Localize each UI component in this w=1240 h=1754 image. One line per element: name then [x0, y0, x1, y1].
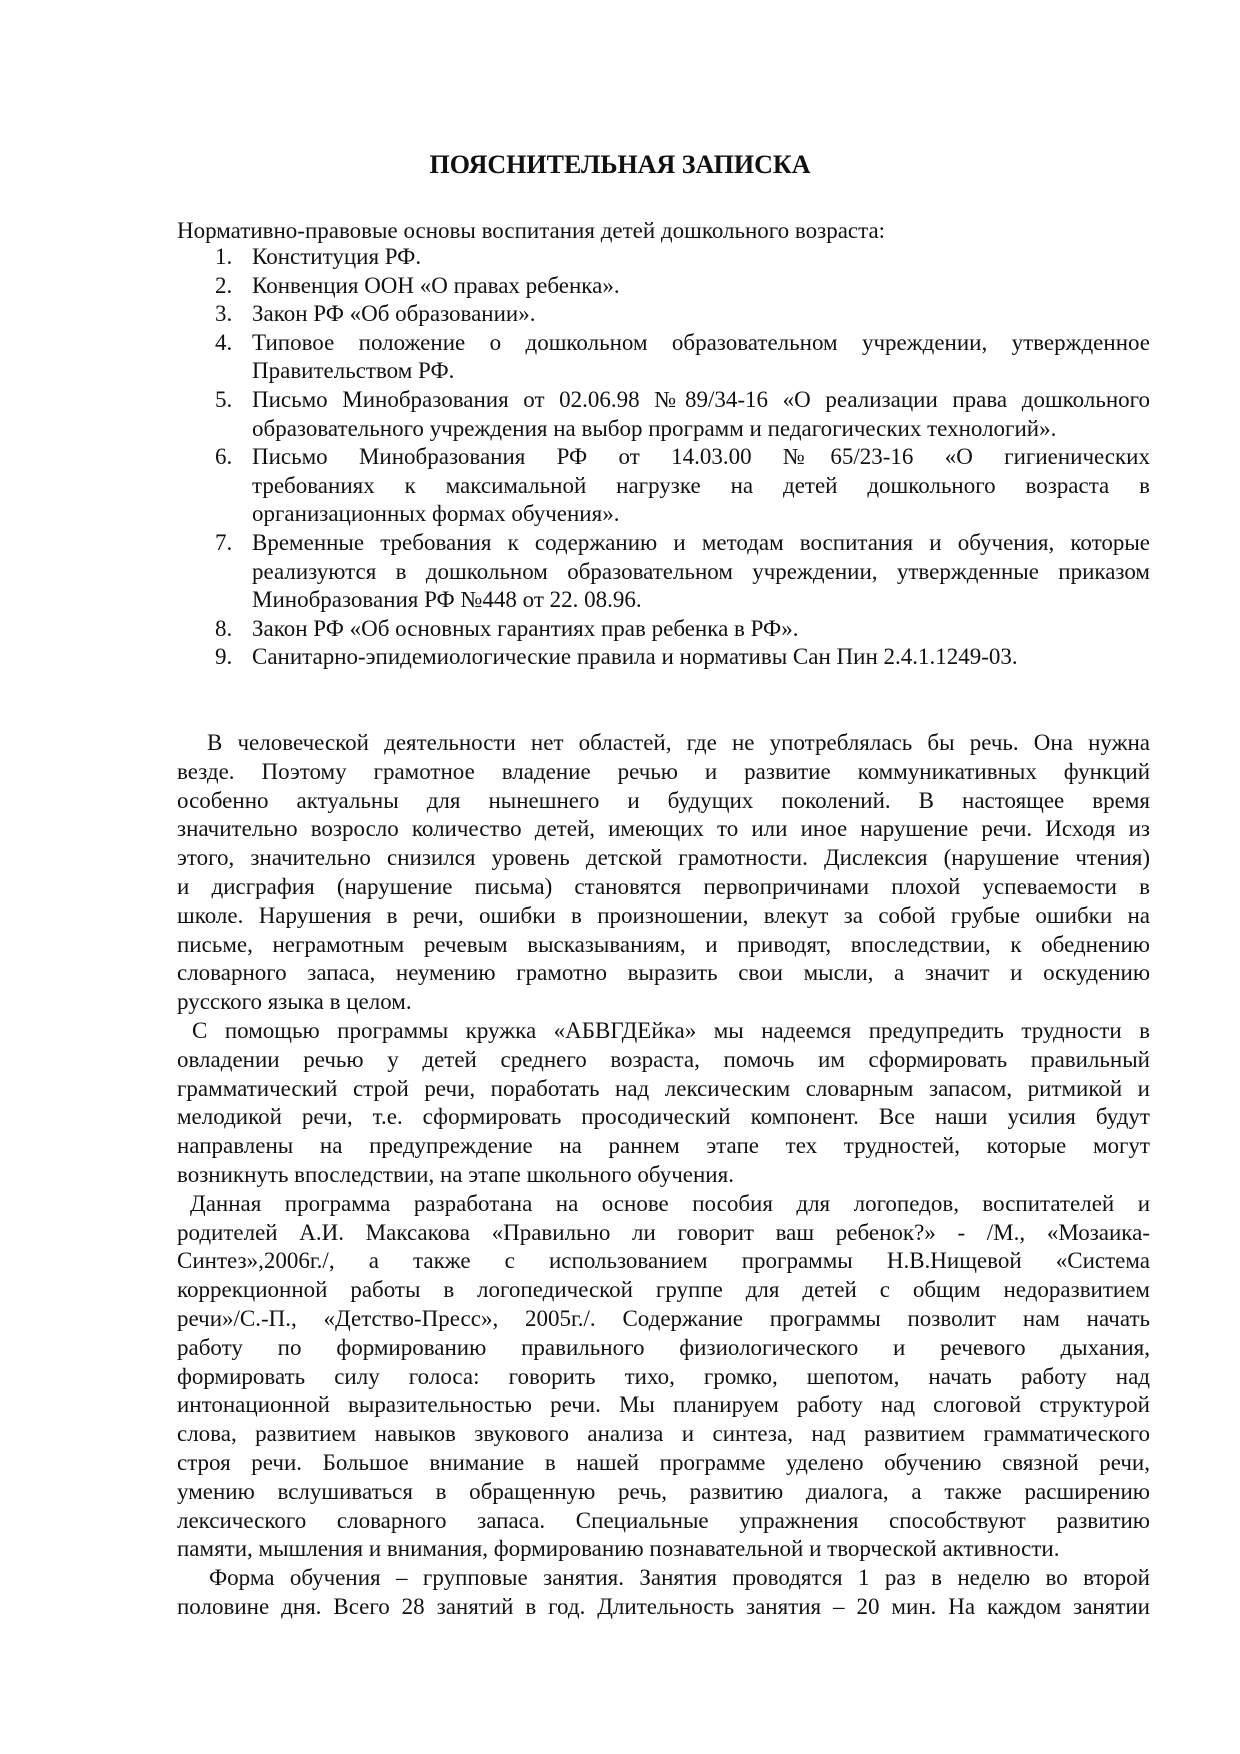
list-item-line: Временные требования к содержанию и методам воспитания и обучения, которые	[252, 529, 1150, 555]
paragraph-line: грамматический строй речи, поработать над лексическим словарным запасом, ритмикой и	[177, 1075, 1150, 1101]
paragraph-line: родителей А.И. Максакова «Правильно ли говорит ваш ребенок?» - /М., «Мозаика-	[177, 1219, 1150, 1245]
paragraph-line: Данная программа разработана на основе пособия для логопедов, воспитателей и	[190, 1190, 1150, 1216]
list-item-line: Письмо Минобразования от 02.06.98 №89/34-16 «О реализации права дошкольного	[252, 386, 1150, 412]
list-item	[177, 329, 1150, 386]
paragraph-line: половине дня. Всего 28 занятий в год. Длительность занятия – 20 мин. На каждом занятии	[177, 1593, 1150, 1619]
list-item-number: 3.	[215, 301, 233, 327]
paragraph-line: и дисграфия (нарушение письма) становятся первопричинами плохой успеваемости в	[177, 873, 1150, 899]
paragraph-line: В человеческой деятельности нет областей, где не употреблялась бы речь. Она нужна	[207, 730, 1150, 755]
paragraph	[177, 1017, 1150, 1190]
paragraph-line: умению вслушиваться в обращенную речь, развитию диалога, а также расширению	[177, 1478, 1150, 1504]
paragraph-line: коррекционной работы в логопедической группе для детей с общим недоразвитием	[177, 1277, 1150, 1303]
paragraph-line: везде. Поэтому грамотное владение речью и развитие коммуникативных функций	[177, 758, 1150, 784]
list-item-number: 2.	[215, 272, 233, 298]
paragraph-line: строя речи. Большое внимание в нашей программе уделено обучению связной речи,	[177, 1449, 1150, 1475]
list-item-line: Санитарно-эпидемиологические правила и нормативы Сан Пин 2.4.1.1249-03.	[252, 644, 1018, 670]
paragraph-line: лексического словарного запаса. Специальные упражнения способствуют развитию	[177, 1507, 1150, 1533]
list-item	[177, 615, 1150, 644]
paragraph-line: мелодикой речи, т.е. сформировать просодический компонент. Все наши усилия будут	[177, 1104, 1150, 1130]
list-item-number: 9.	[215, 644, 233, 670]
paragraph-line: русского языка в целом.	[177, 989, 412, 1015]
list-item-line: Письмо Минобразования РФ от 14.03.00 №65/23-16 «О гигиенических	[252, 444, 1150, 470]
paragraph-line: Форма обучения – групповые занятия. Занятия проводятся 1 раз в неделю во второй	[209, 1565, 1150, 1591]
body-text	[177, 729, 1150, 1622]
paragraph-line: значительно возросло количество детей, имеющих то или иное нарушение речи. Исходя из	[177, 816, 1150, 842]
list-item	[177, 386, 1150, 443]
list-item-number: 5.	[215, 386, 233, 412]
list-item-line: Минобразования РФ №448 от 22. 08.96.	[252, 587, 642, 613]
paragraph-line: школе. Нарушения в речи, ошибки в произношении, влекут за собой грубые ошибки на	[177, 902, 1150, 928]
paragraph-line: Синтез»,2006г./, а также с использованием программы Н.В.Нищевой «Система	[177, 1248, 1150, 1274]
list-item-number: 7.	[215, 529, 233, 555]
list-item-number: 1.	[215, 244, 233, 269]
paragraph	[177, 1564, 1150, 1622]
list-item-line: Закон РФ «Об основных гарантиях прав ребенка в РФ».	[252, 615, 799, 641]
paragraph	[177, 729, 1150, 1017]
paragraph-line: особенно актуальны для нынешнего и будущих поколений. В настоящее время	[177, 787, 1150, 813]
list-item-line: образовательного учреждения на выбор программ и педагогических технологий».	[252, 415, 1057, 441]
paragraph-line: речи»/С.-П., «Детство-Пресс», 2005г./. Содержание программы позволит нам начать	[177, 1305, 1150, 1331]
list-item	[177, 243, 1150, 272]
paragraph-line: памяти, мышления и внимания, формированию познавательной и творческой активности.	[177, 1536, 1060, 1562]
list-item-line: реализуются в дошкольном образовательном учреждении, утвержденные приказом	[252, 558, 1150, 584]
list-item	[177, 443, 1150, 529]
paragraph-line: слова, развитием навыков звукового анализа и синтеза, над развитием грамматического	[177, 1421, 1150, 1447]
list-item-number: 8.	[215, 615, 233, 641]
list-item-line: организационных формах обучения».	[252, 501, 620, 527]
list-item-line: Закон РФ «Об образовании».	[252, 301, 536, 327]
paragraph-line: словарного запаса, неумению грамотно выразить свои мысли, а значит и оскудению	[177, 960, 1150, 986]
list-item-line: Правительством РФ.	[252, 358, 455, 384]
paragraph-line: этого, значительно снизился уровень детской грамотности. Дислексия (нарушение чтения)	[177, 845, 1150, 871]
legal-basis-list	[177, 243, 1150, 672]
list-item-line: Конвенция ООН «О правах ребенка».	[252, 272, 620, 298]
paragraph-line: овладении речью у детей среднего возраста, помочь им сформировать правильный	[177, 1046, 1150, 1072]
list-item	[177, 643, 1150, 672]
intro-text: Нормативно-правовые основы воспитания детей дошкольного возраста:	[177, 218, 886, 243]
paragraph-line: письме, неграмотным речевым высказываниям, и приводят, впоследствии, к обеднению	[177, 931, 1150, 957]
list-item	[177, 300, 1150, 329]
paragraph-line: формировать силу голоса: говорить тихо, громко, шепотом, начать работу над	[177, 1363, 1150, 1389]
list-item-line: требованиях к максимальной нагрузке на детей дошкольного возраста в	[252, 472, 1150, 498]
page-title: ПОЯСНИТЕЛЬНАЯ ЗАПИСКА	[429, 150, 811, 179]
list-item-line: Конституция РФ.	[252, 244, 422, 269]
paragraph-line: возникнуть впоследствии, на этапе школьного обучения.	[177, 1161, 734, 1187]
list-item-line: Типовое положение о дошкольном образовательном учреждении, утвержденное	[252, 329, 1150, 355]
list-item-number: 4.	[215, 329, 233, 355]
list-item	[177, 272, 1150, 301]
paragraph-line: С помощью программы кружка «АБВГДЕйка» мы надеемся предупредить трудности в	[192, 1017, 1150, 1043]
paragraph-line: интонационной выразительностью речи. Мы планируем работу над слоговой структурой	[177, 1392, 1150, 1418]
paragraph-line: направлены на предупреждение на раннем этапе тех трудностей, которые могут	[177, 1133, 1150, 1159]
paragraph-line: работу по формированию правильного физиологического и речевого дыхания,	[177, 1334, 1150, 1360]
list-item-number: 6.	[215, 444, 233, 470]
list-item	[177, 529, 1150, 615]
paragraph	[177, 1190, 1150, 1564]
